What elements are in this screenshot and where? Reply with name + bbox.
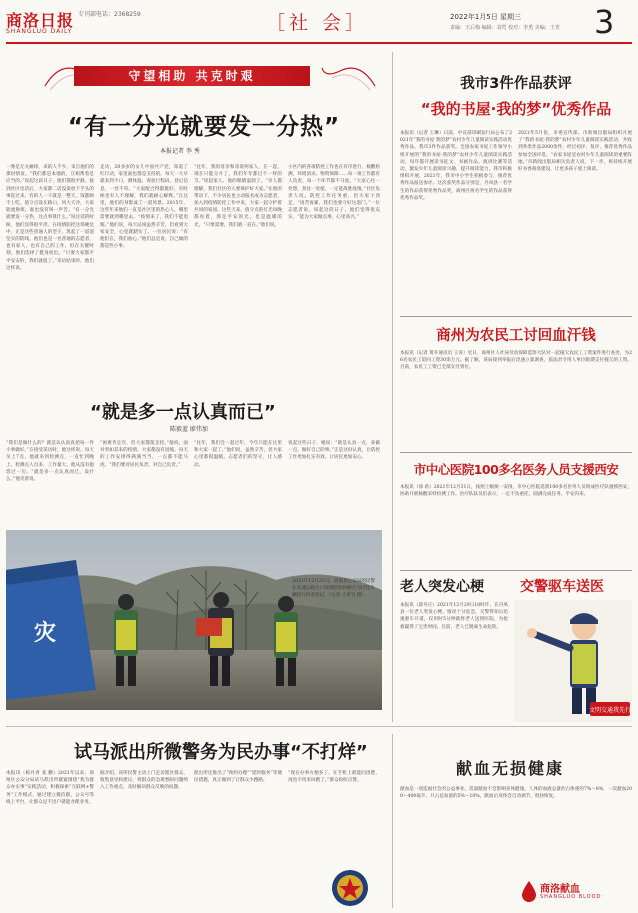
article2-headline: “就是多一点认真而已”	[90, 402, 276, 423]
police-emblem-icon	[330, 868, 370, 908]
right-story2-headline: 商州为农民工讨回血汗钱	[436, 328, 596, 344]
page-number: 3	[594, 3, 615, 41]
section-tag: ［社 会］	[266, 12, 369, 34]
blood-drop-icon	[520, 880, 538, 902]
topic-banner-text: 守望相助 共克时艰	[128, 69, 256, 83]
right-story1-text-continued: 2021年5月份，市委宣传部、市新闻出版局组织开展了“我的书屋·我的梦”农村少年儿童阅读实践活动，共收到各类作品2000余件，经过初评、复评，推荐优秀作品参加全国评选。“农家书屋是农村少年儿童阅读的重要阵地。”市新闻出版局相关负责人说，下一步，将持续开展好书香商洛建设，让更多孩子爱上阅读。	[518, 131, 632, 173]
right-story2-text: 本报讯（记者 黄升通讯员 王涛）近日，商州区人社局劳动保障监察大队对一起拖欠农民工工资案件进行查处，为26名农民工追回工资30余万元。据了解，该局接到举报后迅速立案调查，依法责令用人单位限期支付拖欠的工资。目前，农民工工资已全部支付到位。	[400, 351, 632, 371]
article1-byline: 本报记者 李 秀	[160, 148, 200, 155]
newspaper-logo: 商洛日报	[6, 11, 75, 30]
right-story4-headline-left: 老人突发心梗	[400, 579, 484, 595]
photo-caption: 2021年12月31日，洛南县公安局的民警在高速公路出口疫情防控执勤点为过往车辆进行检查登记。（记者 王青竹 摄）	[292, 579, 376, 599]
right-story4-text: 本报讯（薛丹正）2021年12月29日10时许，在丹凤县一位老人突发心梗，情况十分危急，交警得知后迅速驱车开道，仅用时5分钟就将老人送到医院，为抢救赢得了宝贵时间。目前，老人已脱离生命危险。	[400, 603, 508, 630]
edition-info: 专刊部电话：2368259	[78, 11, 141, 18]
article1-column-3: “往年，我的母亲和哥哥两家人，在一起，现在只能分开了，我们年年都过不一样的节。”说起家人，他的眼睛湿润了。“亲人都理解，我们社区的人要保护好大家。”在他的带动下，不少居民也主动报名成为志愿者，加入到疫情防控工作中来，大家一起守护着共同的家园。这些天来，值守点的灯光每晚都亮着，那是平安的光，也是温暖的光。“只要需要，我们就一直在。”他们说。	[194, 165, 282, 228]
right-divider-2	[400, 452, 632, 453]
column-divider	[392, 52, 393, 722]
editors-line: 责编：王后梅 编辑：刘莺 校对：李勇 美编：王青	[450, 25, 560, 31]
article2-column-2: “困难肯定有，但大家都很支持。”他说，面对突如其来的疫情，大家都没有退缩。每天的工作安排得满满当当，一点都不能马虎。“我们要对居民负责，对自己负责。”	[100, 441, 188, 468]
bottom-story-column-2: 据介绍，该所民警主动上门走访辖区群众，收集意见和建议，将群众的急难愁盼问题纳入工作重点，及时解决群众反映的问题。	[100, 771, 188, 791]
banner-decoration-right-icon	[320, 56, 380, 96]
bottom-story-headline: 试马派出所微警务为民办事“不打烊”	[74, 742, 368, 763]
police-badge-text: 文明交通我先行	[588, 707, 632, 714]
issue-date: 2022年1月5日 星期三	[450, 13, 521, 21]
article1-headline: “有一分光就要发一分热”	[67, 114, 341, 140]
blood-donation-text: 献血是一项造福社会的公益事业。适量献血不会影响身体健康，人体的血液总量约占体重的7%～8%，一次献血200～400毫升，只占总血量的5%～10%，献血后身体会自动调节，很快恢复。	[400, 787, 632, 800]
article2-byline: 陈毅蓝 廖伟加	[170, 426, 208, 433]
newspaper-logo-subtitle: SHANGLUO DAILY	[6, 28, 73, 35]
checkpoint-scene-illustration	[6, 530, 382, 710]
right-story3-text: 本报讯（徐 希）2021年12月31日，按照上级统一安排，市中心医院选派100多名医务人员组成医疗队驰援西安，协助开展核酸采样检测工作。医疗队队员们表示，一定不负重托，圆满完成任务，平安归来。	[400, 485, 632, 498]
bottom-story-column-1: 本报讯（杨丹青 张 鹏）2021年以来，商州区公安分局试马派出所紧紧围绕“我为群众办实事”实践活动，积极探索“互联网+警务”工作模式，通过建立微信群、公众号等线上平台，让群众足不出户就能办理业务。	[6, 771, 94, 805]
article1-column-1: 一像是无关痛痒，来的人不少，来自他们的那份情谊。“我们都是本地的，互相帮着是应当的。”说起这段日子，他们都很平静。接到社区电话后，大家都二话没说放下手头的事赶过来。有的人一干就是一整天，饭都顾不上吃。值守点设在路口，风大天冷，大家轮流换班，谁也没有叫一声苦。“有一分光就要发一分热，这点事算什么。”说这话的时候，他们显得很平淡。在疫情防控这场硬仗中，正是这些普通人的坚守，筑起了一道道坚实的防线。他们也是一名普通的志愿者，也有家人，也有自己的工作，但在关键时刻，他们选择了挺身而出。“只要大家都平平安安的，我们就值了。”采访结束时，他们这样说。	[6, 165, 94, 271]
article2-column-4: 说起这些日子，她说：“就是认真一点，多做一点，做好自己的事。”正是这份认真，让防控工作更加扎实有效，让居民更加安心。	[288, 441, 380, 461]
bottom-column-divider	[392, 734, 393, 908]
right-story4-headline-right: 交警驱车送医	[520, 579, 604, 595]
bottom-story-column-4: “现在办事方便多了，在手机上就能问清楚，再也不用来回跑了。”群众纷纷点赞。	[288, 771, 380, 784]
news-photo	[6, 530, 382, 710]
right-story1-headline: 我市3件作品获评	[460, 76, 572, 92]
masthead	[0, 0, 638, 44]
right-story1-text: 本报讯（记者 王琳）日前，中宣部印刷发行局公布了2021年“我的书屋·我的梦”农村少年儿童阅读实践活动优秀作品，我市3件作品获奖。全国农家书屋工作领导小组开展的“我的书屋·我的梦”农村少年儿童阅读实践活动，每年都开展读书征文、书画作品、演讲比赛等活动，激发少年儿童阅读兴趣，提升阅读能力。我市积极组织开展，2021年，我市中小学生积极参与，推荐优秀作品报送参评。这次获奖作品分别是，丹凤县一名学生的作品获得优秀作品奖，商州区两名学生的作品获得优秀作品奖。	[400, 131, 512, 201]
topic-banner	[74, 66, 310, 86]
traffic-police-illustration	[514, 600, 632, 722]
article2-column-1: “我们是做什么的？就是认认真真把每一件小事做好。”在接受采访时，他这样说。每天早上7点，他就来到检测点，一直忙到晚上。检测点人员多，工作量大，他从没有抱怨过一句。“就是多一点认真而已，没什么。”他笑着说。	[6, 441, 94, 483]
article1-column-4: 小区内的各项防控工作也在有序进行，核酸检测、环境消杀、物资保障……每一项工作都有人负责，每一个环节都不马虎。“大家心往一处想，劲往一处使，一定能战胜疫情。”社区负责人说。防控工作任务重，但大家干劲足，“再苦再累，我们也要守好这道门。”一位志愿者说。说起这段日子，他们觉得很充实。“能为大家做点事，心里高兴。”	[288, 165, 380, 221]
bottom-section-divider	[6, 726, 632, 727]
blood-donation-logo-subtitle: SHANGLUO BLOOD	[540, 894, 602, 900]
right-divider-3	[400, 570, 632, 571]
right-story1-subheadline: “我的书屋·我的梦”优秀作品	[420, 100, 612, 118]
blood-donation-headline: 献血无损健康	[456, 759, 565, 778]
header-rule	[6, 42, 632, 44]
right-story3-headline: 市中心医院100多名医务人员支援西安	[413, 462, 619, 477]
police-emblem	[330, 868, 370, 908]
right-divider-1	[400, 316, 632, 317]
blood-donation-logo: 商洛献血	[540, 884, 580, 895]
article2-column-3: “往年，我们会一起过年，今年只能在这里和大家一起了。”他们说，虽然辛苦，但大家心里都很温暖。志愿者们的坚守，让人感动。	[194, 441, 282, 468]
article1-column-2: 走访，20多岁的女儿中国共产党，知道了红行动，家里面也都是支持的。每天一大早就来到卡口，测体温、查验行程码、登记信息，一丝不苟。“大家配合得都挺好，有时候也有人不理解，我们就耐心解释。”在这里，他们的身影成了一道风景。2015年，这些年来他们一直是社区里的热心人，哪里需要就到哪里去。“疫情来了，我们不能退缩。”他们说，每天站岗虽然辛苦，但看到大家安全，心里就踏实了。一位居民说：“有他们在，我们放心。”他们总是说，自己做的都是些小事。	[100, 165, 188, 250]
bottom-story-column-3: 派出所还推出了“预约办理”“延时服务”等便民措施，真正做到了让群众少跑路。	[194, 771, 282, 784]
traffic-police-icon	[514, 600, 632, 722]
tent-sign-text: 灾	[34, 621, 57, 646]
